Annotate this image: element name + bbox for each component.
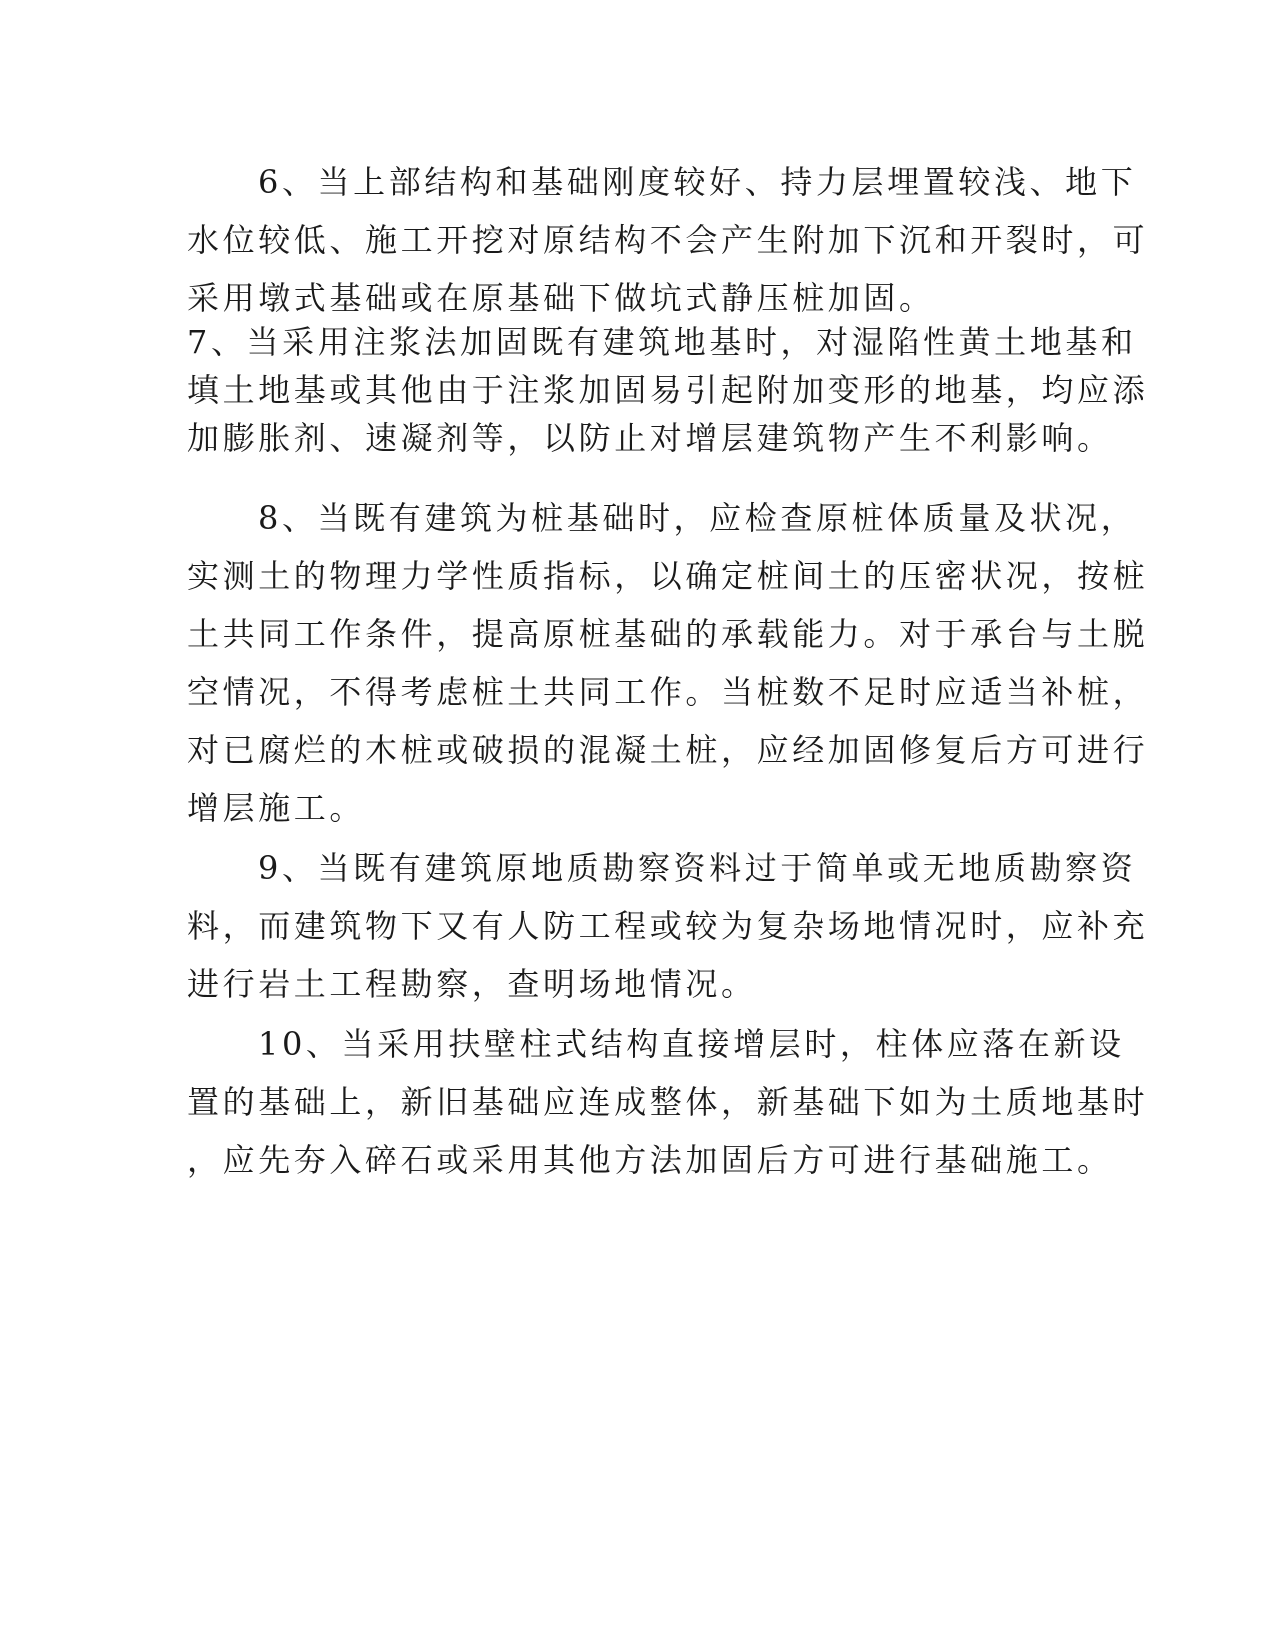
paragraph-line: 置的基础上，新旧基础应连成整体，新基础下如为土质地基时 [187, 1083, 1149, 1121]
paragraph-line: 水位较低、施工开挖对原结构不会产生附加下沉和开裂时，可 [187, 221, 1149, 259]
paragraph-line: 填土地基或其他由于注浆加固易引起附加变形的地基，均应添 [187, 371, 1149, 409]
paragraph-line: 增层施工。 [187, 789, 366, 827]
paragraph-line: 料，而建筑物下又有人防工程或较为复杂场地情况时，应补充 [187, 907, 1149, 945]
paragraph-line: 6、当上部结构和基础刚度较好、持力层埋置较浅、地下 [258, 163, 1137, 201]
paragraph-line: 土共同工作条件，提高原桩基础的承载能力。对于承台与土脱 [187, 615, 1149, 653]
paragraph-line: 进行岩土工程勘察，查明场地情况。 [187, 965, 757, 1003]
paragraph-line: 10、当采用扶壁柱式结构直接增层时，柱体应落在新设 [258, 1025, 1125, 1063]
paragraph-line: 加膨胀剂、速凝剂等，以防止对增层建筑物产生不利影响。 [187, 419, 1113, 457]
paragraph-line: 7、当采用注浆法加固既有建筑地基时，对湿陷性黄土地基和 [187, 323, 1137, 361]
paragraph-line: 9、当既有建筑原地质勘察资料过于简单或无地质勘察资 [258, 849, 1137, 887]
paragraph-line: 对已腐烂的木桩或破损的混凝土桩，应经加固修复后方可进行 [187, 731, 1149, 769]
paragraph-line: ，应先夯入碎石或采用其他方法加固后方可进行基础施工。 [187, 1141, 1113, 1179]
paragraph-line: 实测土的物理力学性质指标，以确定桩间土的压密状况，按桩 [187, 557, 1149, 595]
paragraph-line: 空情况，不得考虑桩土共同工作。当桩数不足时应适当补桩， [187, 673, 1149, 711]
paragraph-line: 采用墩式基础或在原基础下做坑式静压桩加固。 [187, 279, 935, 317]
paragraph-line: 8、当既有建筑为桩基础时，应检查原桩体质量及状况， [258, 499, 1137, 537]
